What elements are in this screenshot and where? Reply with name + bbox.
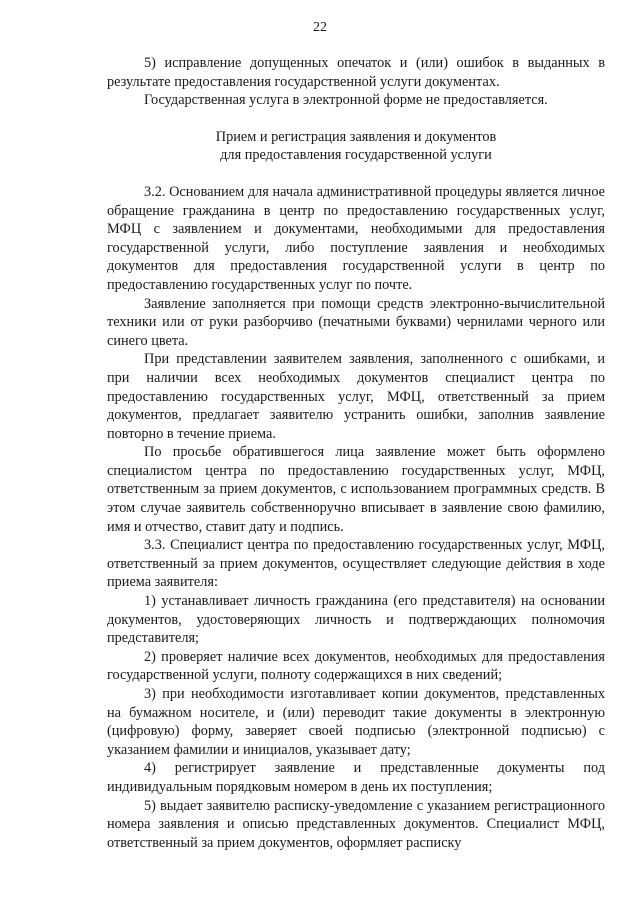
list-item-4: 4) регистрирует заявление и представленные документы под индивидуальным порядковым номером в день их поступления; [107,760,605,795]
paragraph-3-3: 3.3. Специалист центра по предоставлению государственных услуг, МФЦ, ответственный за прием документов, осуществляет следующие действия в ходе приема заявителя: [107,537,605,591]
list-item-5: 5) выдает заявителю расписку-уведомление с указанием регистрационного номера заявления и описью представленных документов. Специалист МФЦ, ответственный за прием документов, оформляет расписку [107,797,605,851]
paragraph-item-5-corrections: 5) исправление допущенных опечаток и (или) ошибок в выданных в результате предоставления государственной услуги документах. [107,55,605,90]
section-heading-line-2: для предоставления государственной услуги [220,147,492,164]
list-item-2: 2) проверяет наличие всех документов, необходимых для предоставления государственной услуги, полноту содержащихся в них сведений; [107,648,605,684]
paragraph-electronic-form: Государственная услуга в электронной форме не предоставляется. [144,92,548,109]
paragraph-by-request: По просьбе обратившегося лица заявление может быть оформлено специалистом центра по предоставлению государственных услуг, МФЦ, ответственным за прием документов, с использованием программных средств. В этом случае заявитель собственноручно вписывает в заявление свою фамилию, имя и отчество, ставит дату и подпись. [107,444,605,535]
page-number: 22 [313,20,327,35]
document-body [107,54,605,852]
list-item-3: 3) при необходимости изготавливает копии документов, представленных на бумажном носителе, и (или) переводит такие документы в электронную (цифровую) форму, заверяет своей подписью (электронной подписью) с указанием фамилии и инициалов, указывает дату; [107,686,605,758]
section-heading-line-1: Прием и регистрация заявления и документов [215,128,497,145]
paragraph-application-filling: Заявление заполняется при помощи средств электронно-вычислительной техники или от руки разборчиво (печатными буквами) чернилами черного или синего цвета. [107,295,605,349]
paragraph-3-2: 3.2. Основанием для начала административной процедуры является личное обращение гражданина в центр по предоставлению государственных услуг, МФЦ с заявлением и документами, необходимыми для предоставления государственной услуги, либо поступление заявления и необходимых документов для предоставления государственной услуги в центр по предоставлению государственных услуг по почте. [107,183,605,293]
section-heading [107,128,605,165]
list-item-1: 1) устанавливает личность гражданина (его представителя) на основании документов, удостоверяющих личность и подтверждающих полномочия представителя; [107,593,605,647]
paragraph-errors: При представлении заявителем заявления, заполненного с ошибками, и при наличии всех необходимых документов специалист центра по предоставлению государственных услуг, МФЦ, ответственный за прием документов, предлагает заявителю устранить ошибки, заполнив заявление повторно в течение приема. [107,351,605,442]
